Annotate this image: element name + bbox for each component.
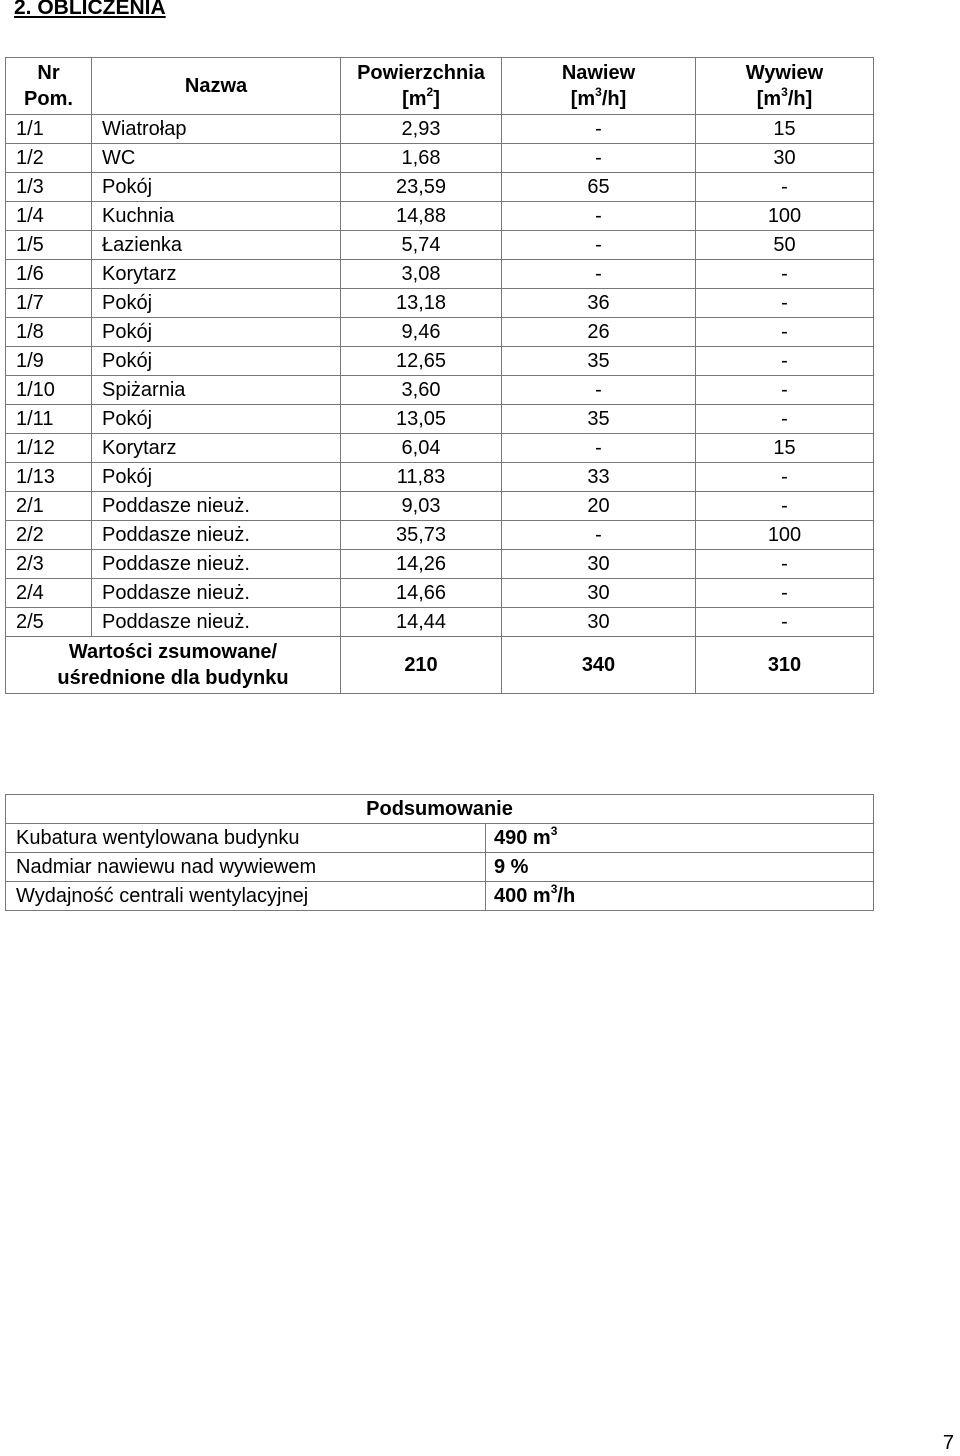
cell-nazwa: Korytarz — [92, 260, 341, 289]
cell-nawiew: - — [502, 521, 696, 550]
cell-wywiew: - — [696, 405, 874, 434]
cell-wywiew: 100 — [696, 202, 874, 231]
cell-nawiew: - — [502, 376, 696, 405]
cell-wywiew: 15 — [696, 115, 874, 144]
cell-nawiew: 35 — [502, 347, 696, 376]
table-row — [6, 173, 874, 202]
cell-powierzchnia: 12,65 — [341, 347, 502, 376]
cell-nazwa: Pokój — [92, 173, 341, 202]
cell-powierzchnia: 14,44 — [341, 608, 502, 637]
cell-wywiew: - — [696, 318, 874, 347]
cell-powierzchnia: 35,73 — [341, 521, 502, 550]
cell-wywiew: - — [696, 579, 874, 608]
cell-nazwa: Pokój — [92, 405, 341, 434]
cell-wywiew: - — [696, 173, 874, 202]
header-nr — [6, 58, 92, 115]
cell-wywiew: - — [696, 289, 874, 318]
header-wywiew — [696, 58, 874, 115]
table-row — [6, 463, 874, 492]
section-title: 2. OBLICZENIA — [14, 0, 166, 19]
summary-title: Podsumowanie — [6, 795, 874, 824]
header-nawiew — [502, 58, 696, 115]
cell-nawiew: 26 — [502, 318, 696, 347]
header-nazwa: Nazwa — [92, 58, 341, 115]
header-nawiew-unit: $[m^3/h]$ — [570, 85, 627, 110]
cell-nawiew: - — [502, 202, 696, 231]
cell-wywiew: 15 — [696, 434, 874, 463]
table-row — [6, 260, 874, 289]
table-row — [6, 202, 874, 231]
totals-row — [6, 637, 874, 694]
cell-wywiew: - — [696, 260, 874, 289]
table-row — [6, 115, 874, 144]
summary-value: 400 $m^3/h$ — [486, 882, 874, 911]
cell-powierzchnia: 6,04 — [341, 434, 502, 463]
header-wywiew-unit: $[m^3/h]$ — [756, 85, 813, 110]
summary-label: Wydajność centrali wentylacyjnej — [6, 882, 486, 911]
totals-nawiew: 340 — [502, 637, 696, 694]
table-row — [6, 405, 874, 434]
cell-wywiew: - — [696, 492, 874, 521]
totals-label-line1: Wartości zsumowane/ — [68, 641, 278, 663]
cell-nawiew: - — [502, 231, 696, 260]
cell-nawiew: - — [502, 115, 696, 144]
summary-value: 9 % — [486, 853, 874, 882]
cell-nr: 1/12 — [6, 434, 92, 463]
cell-powierzchnia: 9,46 — [341, 318, 502, 347]
cell-nr: 1/8 — [6, 318, 92, 347]
cell-nawiew: 30 — [502, 550, 696, 579]
cell-powierzchnia: 13,05 — [341, 405, 502, 434]
cell-wywiew: - — [696, 550, 874, 579]
summary-value: 490 $m^3$ — [486, 824, 874, 853]
table-row — [6, 492, 874, 521]
cell-nazwa: Poddasze nieuż. — [92, 608, 341, 637]
table-row — [6, 289, 874, 318]
header-powierzchnia-unit: $[m^2]$ — [402, 85, 440, 110]
cell-nr: 1/13 — [6, 463, 92, 492]
table-row — [6, 579, 874, 608]
cell-nr: 1/1 — [6, 115, 92, 144]
cell-nazwa: Poddasze nieuż. — [92, 550, 341, 579]
cell-nr: 1/2 — [6, 144, 92, 173]
cell-nazwa: Poddasze nieuż. — [92, 492, 341, 521]
cell-nazwa: Wiatrołap — [92, 115, 341, 144]
cell-nazwa: Korytarz — [92, 434, 341, 463]
page-number: 7 — [942, 1432, 954, 1454]
cell-nawiew: 36 — [502, 289, 696, 318]
header-wywiew-label: Wywiew — [745, 62, 824, 84]
cell-nawiew: 35 — [502, 405, 696, 434]
summary-row — [6, 882, 874, 911]
cell-nr: 1/5 — [6, 231, 92, 260]
cell-nazwa: Pokój — [92, 347, 341, 376]
cell-nazwa: Pokój — [92, 318, 341, 347]
cell-nr: 1/4 — [6, 202, 92, 231]
summary-header-row — [6, 795, 874, 824]
cell-powierzchnia: 5,74 — [341, 231, 502, 260]
summary-row — [6, 853, 874, 882]
totals-label — [6, 637, 341, 694]
cell-nawiew: 33 — [502, 463, 696, 492]
cell-powierzchnia: 13,18 — [341, 289, 502, 318]
cell-nr: 1/3 — [6, 173, 92, 202]
cell-powierzchnia: 23,59 — [341, 173, 502, 202]
header-powierzchnia-label: Powierzchnia — [357, 62, 485, 84]
summary-row — [6, 824, 874, 853]
cell-nr: 1/6 — [6, 260, 92, 289]
cell-nr: 2/2 — [6, 521, 92, 550]
cell-wywiew: - — [696, 376, 874, 405]
table-row — [6, 376, 874, 405]
cell-wywiew: - — [696, 347, 874, 376]
cell-powierzchnia: 3,08 — [341, 260, 502, 289]
cell-powierzchnia: 14,66 — [341, 579, 502, 608]
header-powierzchnia — [341, 58, 502, 115]
summary-label: Kubatura wentylowana budynku — [6, 824, 486, 853]
table-row — [6, 347, 874, 376]
cell-nawiew: - — [502, 260, 696, 289]
cell-nazwa: Poddasze nieuż. — [92, 579, 341, 608]
totals-wywiew: 310 — [696, 637, 874, 694]
totals-powierzchnia: 210 — [341, 637, 502, 694]
cell-nazwa: Pokój — [92, 289, 341, 318]
cell-nr: 1/11 — [6, 405, 92, 434]
cell-nawiew: 30 — [502, 608, 696, 637]
header-nr-line2: Pom. — [24, 88, 73, 110]
cell-powierzchnia: 14,88 — [341, 202, 502, 231]
cell-powierzchnia: 1,68 — [341, 144, 502, 173]
cell-nr: 2/3 — [6, 550, 92, 579]
summary-table — [5, 794, 874, 911]
cell-nr: 1/9 — [6, 347, 92, 376]
cell-nr: 2/5 — [6, 608, 92, 637]
table-row — [6, 550, 874, 579]
header-nawiew-label: Nawiew — [561, 62, 636, 84]
cell-wywiew: - — [696, 608, 874, 637]
cell-nawiew: 65 — [502, 173, 696, 202]
header-nr-line1: Nr — [37, 62, 60, 84]
table-row — [6, 318, 874, 347]
cell-powierzchnia: 9,03 — [341, 492, 502, 521]
cell-wywiew: - — [696, 463, 874, 492]
cell-nr: 2/1 — [6, 492, 92, 521]
cell-nawiew: 20 — [502, 492, 696, 521]
totals-label-line2: uśrednione dla budynku — [57, 667, 289, 689]
table-row — [6, 608, 874, 637]
cell-nawiew: - — [502, 434, 696, 463]
cell-nr: 2/4 — [6, 579, 92, 608]
cell-nawiew: 30 — [502, 579, 696, 608]
cell-powierzchnia: 3,60 — [341, 376, 502, 405]
cell-nazwa: Poddasze nieuż. — [92, 521, 341, 550]
cell-nazwa: WC — [92, 144, 341, 173]
cell-nr: 1/10 — [6, 376, 92, 405]
cell-powierzchnia: 14,26 — [341, 550, 502, 579]
table-row — [6, 144, 874, 173]
table-header-row — [6, 58, 874, 115]
table-row — [6, 434, 874, 463]
calculations-table — [5, 57, 874, 694]
summary-label: Nadmiar nawiewu nad wywiewem — [6, 853, 486, 882]
cell-wywiew: 30 — [696, 144, 874, 173]
cell-wywiew: 50 — [696, 231, 874, 260]
table-row — [6, 231, 874, 260]
cell-powierzchnia: 11,83 — [341, 463, 502, 492]
cell-nazwa: Łazienka — [92, 231, 341, 260]
cell-nazwa: Spiżarnia — [92, 376, 341, 405]
cell-nazwa: Pokój — [92, 463, 341, 492]
table-row — [6, 521, 874, 550]
cell-nazwa: Kuchnia — [92, 202, 341, 231]
cell-nr: 1/7 — [6, 289, 92, 318]
cell-powierzchnia: 2,93 — [341, 115, 502, 144]
cell-wywiew: 100 — [696, 521, 874, 550]
cell-nawiew: - — [502, 144, 696, 173]
